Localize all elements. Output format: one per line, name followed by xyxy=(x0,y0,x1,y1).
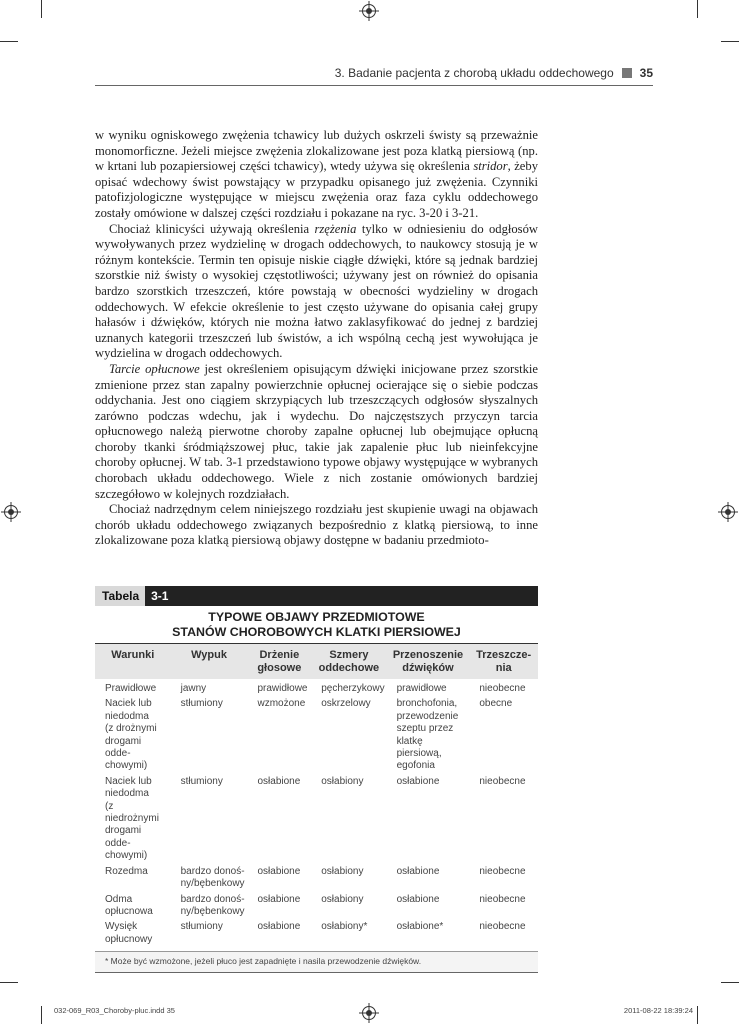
table-cell: nieobecne xyxy=(479,683,526,694)
paragraph: Tarcie opłucnowe jest określeniem opisującym dźwięki inicjowane przez szorstkie zmienione przez stan zapalny powierzchnie opłucnej ocierające się o siebie podczas oddychania. Jest ono ciągiem skrzypiących lub trzeszczących odgłosów słyszalnych zarówno podczas wdechu, jak i wydechu. Do najczęstszych przyczyn tarcia opłucnowego należą pierwotne choroby zapalne opłucnej lub obejmujące opłucną choroby tkanki śródmiąższowej płuc, takie jak zapalenie płuc lub nieinfekcyjne choroby opłucnej. W tab. 3-1 przedstawiono typowe objawy występujące w wybranych chorobach układu oddechowego. Wiele z nich zostanie omówionych bardziej szczegółowo w kolejnych rozdziałach. xyxy=(95,361,538,501)
crop-mark xyxy=(41,0,42,18)
table-row xyxy=(95,865,538,893)
table-cell: bardzo donoś- ny/bębenkowy xyxy=(180,865,245,890)
table-cell: nieobecne xyxy=(479,921,526,933)
table-cell: Rozedma xyxy=(105,865,148,877)
table-cell: nieobecne xyxy=(479,893,526,905)
table-cell: Naciek lub niedodma (z niedrożnymi drogami odde- chowymi) xyxy=(105,775,159,862)
table-cell: jawny xyxy=(180,683,207,694)
chapter-title: 3. Badanie pacjenta z chorobą układu oddechowego xyxy=(334,66,614,80)
column-header: Trzeszcze- nia xyxy=(469,644,538,679)
paragraph: Chociaż nadrzędnym celem niniejszego rozdziału jest skupienie uwagi na objawach chorób układu oddechowego związanych bezpośrednio z klatką piersiową, to inne zlokalizowane poza klatką piersiową objawy dostępne w badaniu przedmioto- xyxy=(95,502,538,548)
header-rule xyxy=(95,85,653,86)
table-cell: osłabione* xyxy=(396,921,444,933)
page-number: 35 xyxy=(639,66,653,80)
table-cell: osłabiony xyxy=(321,893,364,905)
table-cell: Prawidłowe xyxy=(105,683,157,694)
table-3-1 xyxy=(95,586,538,973)
crop-mark xyxy=(0,41,18,42)
table-cell: Naciek lub niedodma (z drożnymi drogami odde- chowymi) xyxy=(105,698,157,772)
square-icon xyxy=(622,68,632,78)
table-header-row xyxy=(95,644,538,679)
table-cell: wzmożone xyxy=(257,698,306,710)
table-label: Tabela xyxy=(95,586,145,606)
table-cell: nieobecne xyxy=(479,865,526,877)
table-cell: pęcherzykowy xyxy=(321,683,385,694)
column-header: Przenoszenie dźwięków xyxy=(387,644,470,679)
column-header: Drżenie głosowe xyxy=(247,644,311,679)
crop-mark xyxy=(721,41,739,42)
column-header: Warunki xyxy=(95,644,171,679)
table-cell: stłumiony xyxy=(180,921,223,933)
table-cell: obecne xyxy=(479,698,513,710)
table-cell: bronchofonia, przewodzenie szeptu przez klatkę piersiową, egofonia xyxy=(396,698,459,772)
table-cell: stłumiony xyxy=(180,775,223,787)
running-head xyxy=(335,66,653,80)
table-row xyxy=(95,775,538,865)
table-cell: stłumiony xyxy=(180,698,223,710)
paragraph: w wyniku ogniskowego zwężenia tchawicy lub dużych oskrzeli świsty są przeważnie monomorficzne. Jeżeli miejsce zwężenia zlokalizowane jest poza klatką piersiową (np. w krtani lub pozapiersiowej części tchawicy), wtedy używa się określenia stridor, żeby opisać wdechowy świst powstający w przypadku opisanego już zwężenia. Czynniki patofizjologiczne występujące w miejscu zwężenia oraz faza cyklu oddechowego zostały omówione w dalszej części rozdziału i pokazane na ryc. 3-20 i 3-21. xyxy=(95,128,538,220)
table-label-bar xyxy=(95,586,538,606)
registration-mark-icon xyxy=(362,1006,376,1020)
column-header: Szmery oddechowe xyxy=(311,644,386,679)
table-cell: osłabiony xyxy=(321,865,364,877)
table-cell: bardzo donoś- ny/bębenkowy xyxy=(180,893,245,917)
column-header: Wypuk xyxy=(171,644,248,679)
crop-mark xyxy=(0,982,18,983)
body-text xyxy=(95,128,538,549)
table-number: 3-1 xyxy=(151,589,169,603)
registration-mark-icon xyxy=(721,505,735,519)
table-cell: osłabione xyxy=(257,775,301,787)
table-cell: osłabione xyxy=(257,865,301,877)
table-row xyxy=(95,679,538,697)
table-row xyxy=(95,697,538,774)
table-cell: osłabiony* xyxy=(321,921,368,933)
crop-mark xyxy=(41,1006,42,1024)
table-cell: prawidłowe xyxy=(396,683,447,694)
table-cell: oskrzelowy xyxy=(321,698,371,710)
file-slug: 032-069_R03_Choroby-pluc.indd 35 xyxy=(54,1006,175,1015)
registration-mark-icon xyxy=(4,505,18,519)
table-footnote: * Może być wzmożone, jeżeli płuco jest zapadnięte i nasila przewodzenie dźwięków. xyxy=(95,951,538,973)
table-cell: osłabione xyxy=(257,893,301,905)
table-row xyxy=(95,893,538,921)
table-cell: osłabiony xyxy=(321,775,364,787)
table-cell: prawidłowe xyxy=(257,683,308,694)
crop-mark xyxy=(697,1006,698,1024)
table-cell: osłabione xyxy=(257,921,301,933)
table-cell: osłabione xyxy=(396,775,440,787)
table-cell: osłabione xyxy=(396,865,440,877)
timestamp: 2011-08-22 18:39:24 xyxy=(623,1006,693,1015)
table-cell: Odma opłucnowa xyxy=(105,893,153,917)
table-row xyxy=(95,920,538,948)
symptoms-table xyxy=(95,644,538,948)
table-title: TYPOWE OBJAWY PRZEDMIOTOWE STANÓW CHOROBOWYCH KLATKI PIERSIOWEJ xyxy=(172,610,461,639)
paragraph: Chociaż klinicyści używają określenia rzężenia tylko w odniesieniu do odgłosów wywoływanych przez wydzielinę w drogach oddechowych, to naukowcy stosują je w różnym kontekście. Termin ten opisuje niskie ciągłe dźwięki, które są jednak bardziej szorstkie niż świsty o wysokiej częstotliwości; używany jest on również do opisania bardzo szorstkich trzeszczeń, które powstają w obecności wydzieliny w drogach oddechowych. W efekcie określenie to jest często używane do opisania całej grupy hałasów i dźwięków, których nie można łatwo zaklasyfikować do jednej z bardziej uznanych kategorii trzeszczeń lub świstów, a ich wspólną cechą jest wywołująca je wydzielina w drogach oddechowych. xyxy=(95,221,538,361)
table-cell: Wysięk opłucnowy xyxy=(105,921,153,945)
crop-mark xyxy=(721,982,739,983)
table-cell: osłabione xyxy=(396,893,440,905)
table-cell: nieobecne xyxy=(479,775,526,787)
crop-mark xyxy=(697,0,698,18)
registration-mark-icon xyxy=(362,4,376,18)
